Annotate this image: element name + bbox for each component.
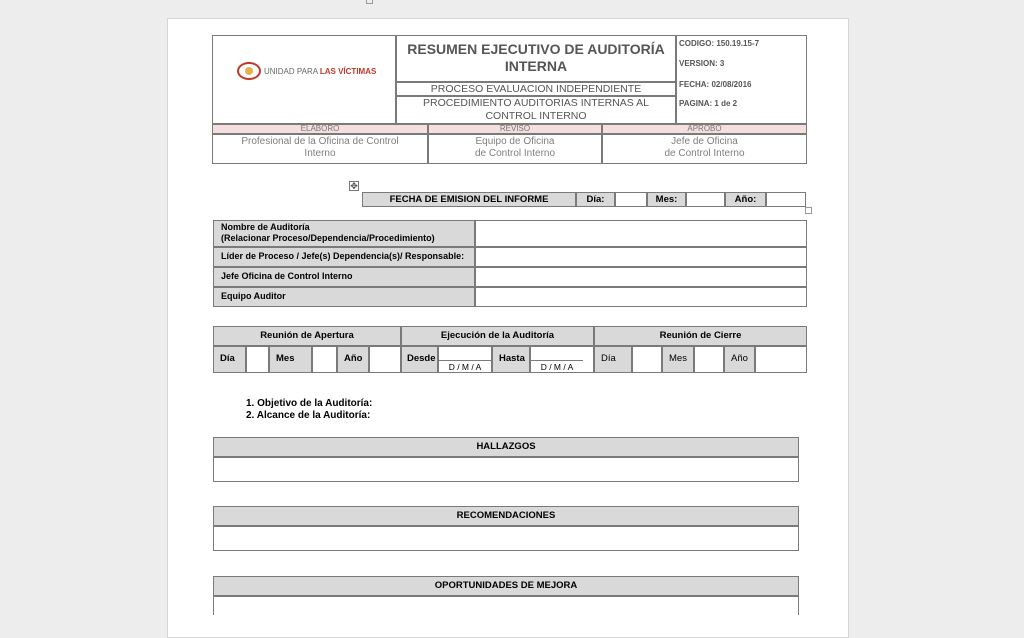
elaboro-label: ELABORO — [212, 124, 428, 134]
apertura-day-label: Día — [213, 346, 246, 373]
pagina-value: PAGINA: 1 de 2 — [679, 99, 738, 108]
alcance-item: 2. Alcance de la Auditoría: — [246, 410, 371, 421]
nombre-auditoria-label: Nombre de Auditoría (Relacionar Proceso/Dependencia/Procedimiento) — [213, 220, 475, 247]
reviso-label: REVISO — [428, 124, 602, 134]
cierre-month-label: Mes — [662, 346, 694, 373]
cierre-year-label: Año — [724, 346, 755, 373]
title-cell — [396, 35, 676, 82]
logo-seal-icon — [237, 62, 261, 80]
emission-day-field[interactable] — [615, 192, 647, 207]
recomendaciones-header: RECOMENDACIONES — [213, 506, 799, 526]
apertura-day-field[interactable] — [246, 346, 269, 373]
procedure-cell — [396, 96, 676, 124]
aprobo-label: APROBO — [602, 124, 807, 134]
ejecucion-auditoria-header: Ejecución de la Auditoría — [401, 326, 594, 346]
cierre-day-field[interactable] — [632, 346, 662, 373]
process-name: PROCESO EVALUACION INDEPENDIENTE — [430, 83, 642, 95]
fecha-value: FECHA: 02/08/2016 — [679, 80, 752, 89]
equipo-auditor-field[interactable] — [475, 287, 807, 307]
lider-proceso-label: Líder de Proceso / Jefe(s) Dependencia(s)/ Responsable: — [213, 247, 475, 267]
table-resize-handle[interactable] — [805, 207, 812, 214]
aprobo-value: Jefe de Oficina de Control Interno — [602, 134, 807, 164]
hasta-field[interactable] — [530, 346, 594, 373]
equipo-auditor-label: Equipo Auditor — [213, 287, 475, 307]
apertura-year-label: Año — [337, 346, 369, 373]
logo-cell — [212, 35, 396, 124]
jefe-oficina-label: Jefe Oficina de Control Interno — [213, 267, 475, 287]
desde-field[interactable] — [438, 346, 492, 373]
apertura-year-field[interactable] — [369, 346, 401, 373]
nombre-auditoria-field[interactable] — [475, 220, 807, 247]
emission-date-label: FECHA DE EMISION DEL INFORME — [362, 192, 576, 207]
emission-year-label: Año: — [725, 192, 766, 207]
reviso-value: Equipo de Oficina de Control Interno — [428, 134, 602, 164]
hallazgos-field[interactable] — [213, 457, 799, 482]
jefe-oficina-field[interactable] — [475, 267, 807, 287]
emission-day-label: Día: — [576, 192, 615, 207]
emission-month-label: Mes: — [647, 192, 686, 207]
logo-text: UNIDAD PARA LAS VÍCTIMAS — [264, 67, 377, 76]
cierre-year-field[interactable] — [755, 346, 807, 373]
hallazgos-header: HALLAZGOS — [213, 437, 799, 457]
elaboro-value: Profesional de la Oficina de Control Interno — [212, 134, 428, 164]
cierre-month-field[interactable] — [694, 346, 724, 373]
codigo-value: CODIGO: 150.19.15-7 — [679, 39, 760, 48]
ruler-marker — [366, 0, 373, 4]
document-title: RESUMEN EJECUTIVO DE AUDITORÍA INTERNA — [407, 41, 665, 74]
process-cell — [396, 82, 676, 96]
hasta-date-format: D / M / A — [531, 360, 583, 372]
recomendaciones-field[interactable] — [213, 526, 799, 551]
oportunidades-header: OPORTUNIDADES DE MEJORA — [213, 576, 799, 596]
metadata-cell — [676, 35, 807, 124]
procedure-name: PROCEDIMIENTO AUDITORIAS INTERNAS AL CONTROL INTERNO — [423, 97, 649, 122]
reunion-cierre-header: Reunión de Cierre — [594, 326, 807, 346]
desde-label: Desde — [401, 346, 438, 373]
apertura-month-label: Mes — [269, 346, 312, 373]
emission-month-field[interactable] — [686, 192, 725, 207]
desde-date-format: D / M / A — [439, 360, 491, 372]
hasta-label: Hasta — [492, 346, 530, 373]
objetivo-item: 1. Objetivo de la Auditoría: — [246, 398, 373, 409]
emission-year-field[interactable] — [766, 192, 806, 207]
oportunidades-field[interactable] — [213, 596, 799, 615]
apertura-month-field[interactable] — [312, 346, 337, 373]
lider-proceso-field[interactable] — [475, 247, 807, 267]
cierre-day-label: Día — [594, 346, 632, 373]
table-move-handle-icon[interactable]: ✥ — [350, 181, 358, 191]
objectives-list — [246, 398, 372, 422]
version-value: VERSION: 3 — [679, 59, 725, 68]
reunion-apertura-header: Reunión de Apertura — [213, 326, 401, 346]
